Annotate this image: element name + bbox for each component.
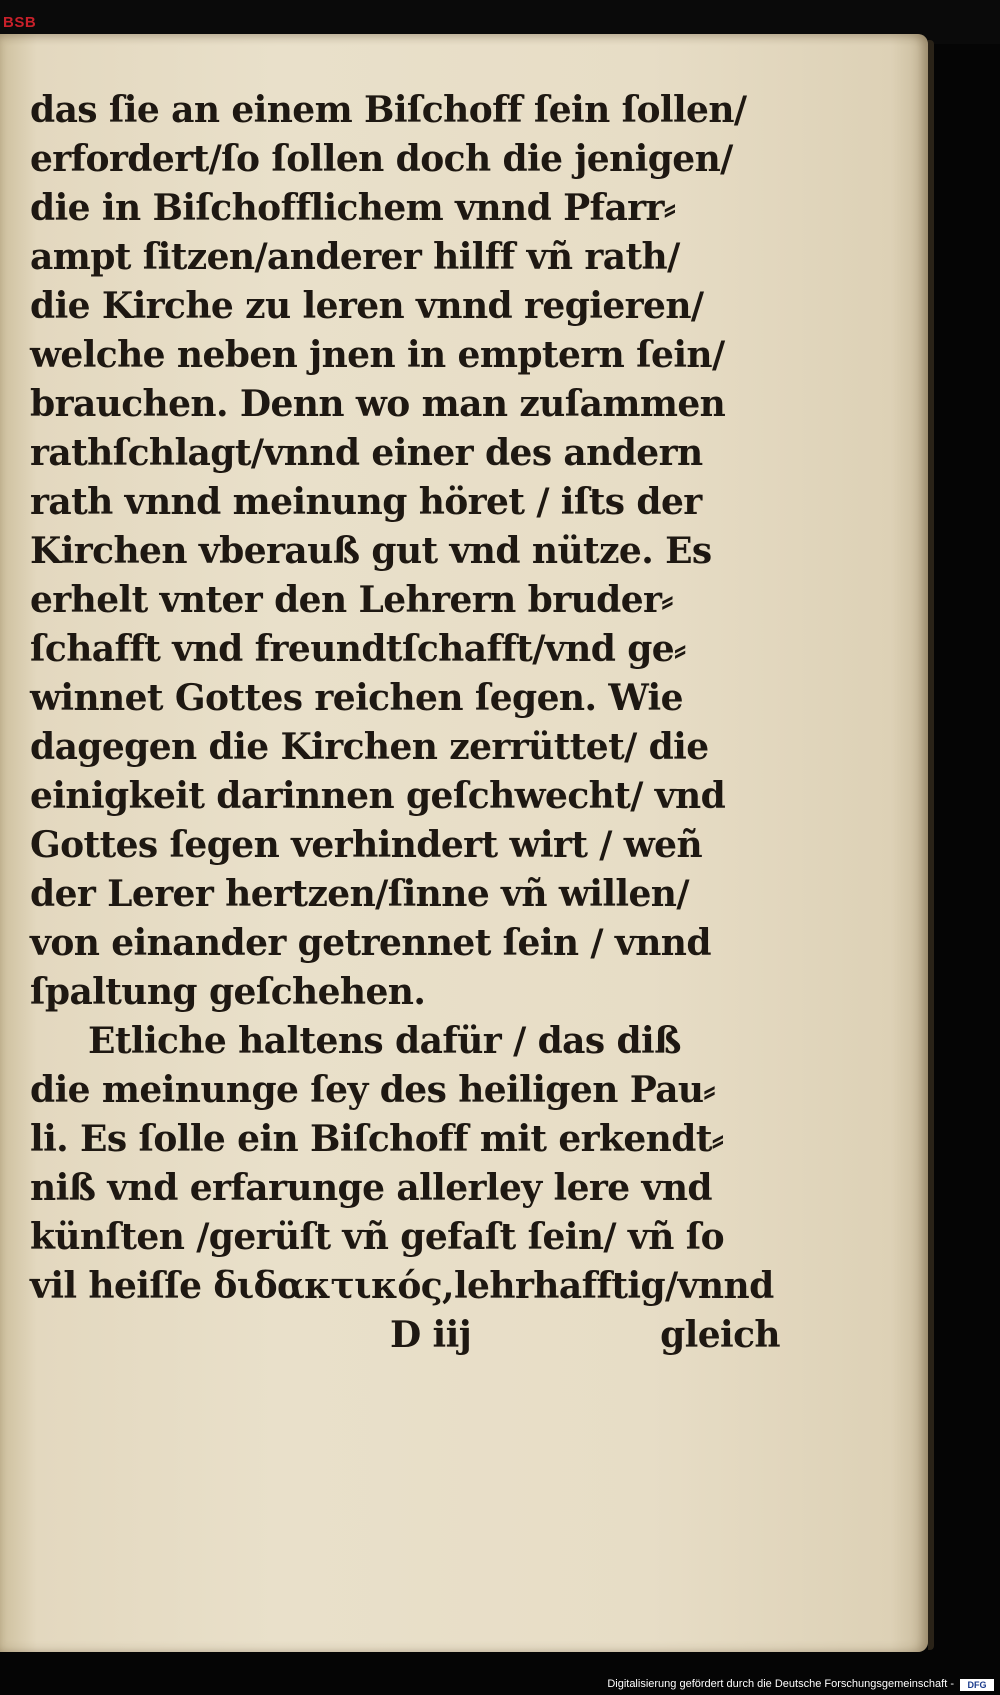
- text-line: ampt ſitzen/anderer hilff vñ rath/: [30, 236, 680, 278]
- text-line: dagegen die Kirchen zerrüttet/ die: [30, 726, 709, 768]
- text-line: die in Biſchofflichem vnnd Pfarr⸗: [30, 187, 676, 229]
- text-line: der Lerer hertzen/ſinne vñ willen/: [30, 873, 689, 915]
- catchword: gleich: [660, 1314, 780, 1356]
- text-line: erhelt vnter den Lehrern bruder⸗: [30, 579, 673, 621]
- text-line: niß vnd erfarunge allerley lere vnd: [30, 1167, 712, 1209]
- text-line: li. Es ſolle ein Biſchoff mit erkendt⸗: [30, 1118, 724, 1160]
- text-line: Kirchen vberauß gut vnd nütze. Es: [30, 530, 712, 572]
- text-line: die Kirche zu leren vnnd regieren/: [30, 285, 704, 327]
- text-line: rath vnnd meinung höret / iſts der: [30, 481, 702, 523]
- text-line: ſchafft vnd freundtſchafft/vnd ge⸗: [30, 628, 686, 670]
- text-line: Gottes ſegen verhindert wirt / weñ: [30, 824, 703, 866]
- text-line: brauchen. Denn wo man zuſammen: [30, 383, 726, 425]
- text-line: einigkeit darinnen geſchwecht/ vnd: [30, 775, 726, 817]
- page-foot-line: [30, 1311, 790, 1360]
- text-line: ſpaltung geſchehen.: [30, 971, 426, 1013]
- text-line: die meinunge ſey des heiligen Pau⸗: [30, 1069, 715, 1111]
- text-line: winnet Gottes reichen ſegen. Wie: [30, 677, 683, 719]
- text-line: von einander getrennet ſein / vnnd: [30, 922, 711, 964]
- text-line: welche neben jnen in emptern ſein/: [30, 334, 725, 376]
- dfg-logo: DFG: [960, 1679, 994, 1691]
- text-line: künſten /gerüſt vñ gefaſt ſein/ vñ ſo: [30, 1216, 725, 1258]
- text-line: Etliche haltens dafür / das diß: [88, 1020, 681, 1062]
- funding-note: Digitalisierung gefördert durch die Deutsche Forschungsgemeinschaft -: [607, 1678, 954, 1690]
- signature-mark: D iij: [390, 1314, 472, 1356]
- page-edge: [928, 40, 934, 1650]
- text-line: das ſie an einem Biſchoff ſein ſollen/: [30, 89, 747, 131]
- text-line: vil heiſſe διδακτικός,lehrhafftig/vnnd: [30, 1265, 774, 1307]
- bsb-logo: BSB: [3, 14, 37, 31]
- page-text: [30, 86, 790, 1360]
- text-line: rathſchlagt/vnnd einer des andern: [30, 432, 703, 474]
- text-line: erfordert/ſo ſollen doch die jenigen/: [30, 138, 733, 180]
